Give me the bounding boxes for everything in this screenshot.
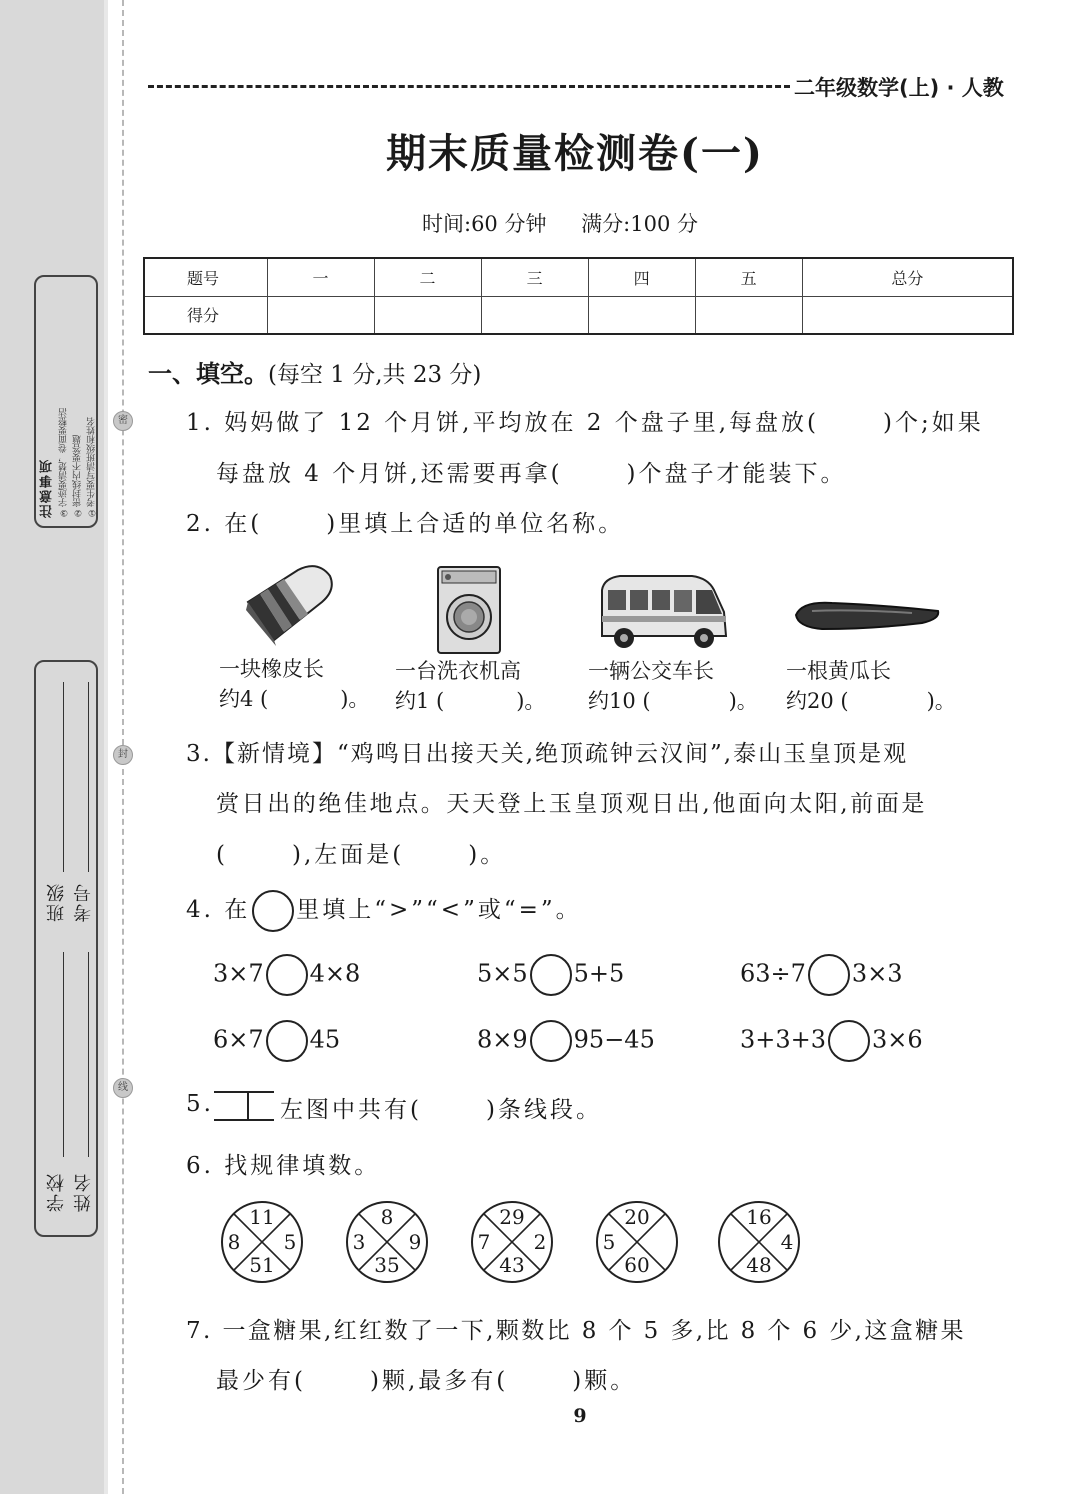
time-limit: 时间:60 分钟: [422, 212, 547, 236]
class-label: 班级: [46, 882, 67, 922]
question-7-line2: [216, 1362, 636, 1395]
question-text: )颗。: [572, 1368, 637, 1394]
unit-item: [395, 656, 545, 716]
compare-circle[interactable]: [828, 1020, 870, 1062]
question-3-line1: 3.【新情境】“鸡鸣日出接天关,绝顶疏钟云汉间”,泰山玉皇顶是观: [186, 741, 909, 767]
question-5: [280, 1091, 602, 1124]
question-text: 约10 (: [588, 689, 651, 713]
binding-hole: 线: [113, 1078, 133, 1098]
question-text: )。: [468, 842, 507, 868]
unit-item: [219, 654, 369, 714]
question-text: 约20 (: [786, 689, 849, 713]
question-text: ),左面是(: [291, 842, 405, 868]
table-cell: 一: [267, 258, 374, 296]
notice-title: 注意事项: [40, 458, 55, 518]
question-text: (: [216, 842, 228, 868]
wheel-left-number: 8: [227, 1230, 241, 1254]
table-cell: 五: [695, 258, 802, 296]
wheel-left-number: 7: [477, 1230, 491, 1254]
class-field-line[interactable]: [63, 682, 64, 872]
compare-circle[interactable]: [266, 1020, 308, 1062]
question-text: 约1 (: [395, 689, 445, 713]
question-text: 每盘放 4 个月饼,还需要再拿(: [216, 461, 563, 487]
binding-hole: 密: [113, 411, 133, 431]
question-text: )。: [728, 689, 758, 713]
comparison-right: 45: [309, 1025, 341, 1054]
comparison-item: [740, 1020, 923, 1062]
exam-no-field-line[interactable]: [88, 682, 89, 872]
compare-circle[interactable]: [530, 954, 572, 996]
wheel-top-number: 29: [499, 1205, 525, 1229]
unit-item-label: 一块橡皮长: [219, 657, 324, 681]
exam-info: [422, 208, 726, 238]
unit-item-answer: [395, 686, 545, 716]
compare-circle-icon: [252, 890, 294, 932]
compare-circle[interactable]: [808, 954, 850, 996]
question-text: 左图中共有(: [280, 1097, 422, 1123]
score-input-cell[interactable]: [267, 296, 374, 334]
wheel-top-number: 11: [249, 1205, 275, 1229]
number-wheel: [220, 1200, 304, 1284]
page-title: 期末质量检测卷(一): [386, 130, 764, 177]
question-4: [186, 890, 582, 932]
section-heading: [148, 354, 481, 389]
wheel-top-number: 8: [380, 1205, 394, 1229]
question-3-line3: [216, 836, 506, 869]
unit-item-answer: [786, 686, 956, 716]
question-text: 里填上“>”“<”或“=”。: [296, 897, 582, 923]
question-1-line1: [186, 404, 984, 437]
question-text: 1. 妈妈做了 12 个月饼,平均放在 2 个盘子里,每盘放(: [186, 410, 819, 436]
comparison-item: [213, 1020, 340, 1062]
school-label: 学校: [46, 1172, 67, 1212]
exam-no-label: 考号: [73, 882, 94, 922]
student-info-box: [34, 660, 98, 1237]
question-text: )里填上合适的单位名称。: [326, 511, 625, 537]
score-input-cell[interactable]: [802, 296, 1013, 334]
comparison-item: [477, 954, 624, 996]
comparison-right: 3×6: [872, 1025, 923, 1054]
comparison-right: 4×8: [309, 959, 361, 988]
strip-edge: [104, 0, 108, 1494]
question-text: )个;如果: [883, 410, 984, 436]
table-cell: 三: [481, 258, 588, 296]
wheel-top-number: 20: [624, 1205, 650, 1229]
table-cell: 四: [588, 258, 695, 296]
full-score: 满分:100 分: [581, 212, 699, 236]
question-text: )颗,最多有(: [369, 1368, 509, 1394]
table-row: [144, 296, 1013, 334]
comparison-item: [477, 1020, 655, 1062]
comparison-item: [740, 954, 903, 996]
question-text: 2. 在(: [186, 511, 263, 537]
question-text: 4. 在: [186, 897, 251, 923]
name-label: 姓名: [73, 1172, 94, 1212]
comparison-right: 95−45: [573, 1025, 655, 1054]
bus-icon: [596, 572, 732, 652]
wheel-bottom-number: 43: [499, 1253, 525, 1277]
line-segment-figure-icon: [212, 1086, 276, 1126]
school-field-line[interactable]: [63, 952, 64, 1157]
number-wheel: [595, 1200, 679, 1284]
score-input-cell[interactable]: [588, 296, 695, 334]
cucumber-icon: [792, 595, 942, 637]
wheel-right-number: 2: [533, 1230, 547, 1254]
comparison-left: 3+3+3: [740, 1025, 827, 1054]
name-field-line[interactable]: [88, 952, 89, 1157]
table-cell: 题号: [144, 258, 267, 296]
number-wheel: [345, 1200, 429, 1284]
notice-item: ①考生要写清班级和姓名: [87, 417, 97, 517]
wheel-right-number: 5: [283, 1230, 297, 1254]
notice-box: [34, 275, 98, 528]
wheel-left-number: 5: [602, 1230, 616, 1254]
unit-item-label: 一台洗衣机高: [395, 659, 521, 683]
question-7-line1: 7. 一盒糖果,红红数了一下,颗数比 8 个 5 多,比 8 个 6 少,这盒糖果: [186, 1318, 966, 1344]
question-text: )个盘子才能装下。: [626, 461, 847, 487]
question-text: )。: [516, 689, 546, 713]
comparison-left: 5×5: [477, 959, 528, 988]
comparison-item: [213, 954, 360, 996]
wheel-right-number: 9: [408, 1230, 422, 1254]
comparison-left: 63÷7: [740, 959, 806, 988]
page-number: 9: [573, 1405, 587, 1427]
score-input-cell[interactable]: [695, 296, 802, 334]
section-title: 一、填空。: [148, 360, 268, 388]
table-cell: 总分: [802, 258, 1013, 296]
compare-circle[interactable]: [266, 954, 308, 996]
question-1-line2: [216, 455, 847, 488]
question-text: )。: [340, 687, 370, 711]
question-6: 6. 找规律填数。: [186, 1153, 381, 1179]
number-wheel: [470, 1200, 554, 1284]
unit-item: [588, 656, 758, 716]
score-input-cell[interactable]: [481, 296, 588, 334]
section-note: (每空 1 分,共 23 分): [268, 362, 482, 388]
question-text: )。: [926, 689, 956, 713]
wheel-bottom-number: 60: [624, 1253, 650, 1277]
question-3-line2: 赏日出的绝佳地点。天天登上玉皇顶观日出,他面向太阳,前面是: [216, 791, 928, 817]
question-text: 约4 (: [219, 687, 269, 711]
unit-item-label: 一辆公交车长: [588, 659, 714, 683]
eraser-icon: [238, 562, 338, 652]
comparison-right: 3×3: [851, 959, 903, 988]
wheel-bottom-number: 51: [249, 1253, 275, 1277]
table-row: [144, 258, 1013, 296]
comparison-left: 6×7: [213, 1025, 264, 1054]
comparison-left: 3×7: [213, 959, 264, 988]
unit-item-label: 一根黄瓜长: [786, 659, 891, 683]
header-dash-line: [148, 85, 790, 88]
washing-machine-icon: [434, 565, 504, 655]
score-input-cell[interactable]: [374, 296, 481, 334]
binding-hole: 封: [113, 745, 133, 765]
unit-item: [786, 656, 956, 716]
score-table: [143, 257, 1014, 335]
table-cell: 二: [374, 258, 481, 296]
unit-item-answer: [219, 684, 369, 714]
notice-item: ③字迹要清楚，卷面要整洁: [59, 408, 69, 517]
wheel-top-number: 16: [746, 1205, 772, 1229]
wheel-right-number: 4: [780, 1230, 794, 1254]
unit-item-answer: [588, 686, 758, 716]
number-wheel: [717, 1200, 801, 1284]
comparison-right: 5+5: [573, 959, 625, 988]
question-text: 最少有(: [216, 1368, 306, 1394]
compare-circle[interactable]: [530, 1020, 572, 1062]
question-5-number: 5.: [186, 1091, 214, 1117]
table-cell: 得分: [144, 296, 267, 334]
comparison-left: 8×9: [477, 1025, 528, 1054]
question-text: )条线段。: [485, 1097, 602, 1123]
notice-items: [58, 287, 98, 517]
grade-label: 二年级数学(上) · 人教: [794, 76, 1004, 100]
wheel-bottom-number: 35: [374, 1253, 400, 1277]
wheel-left-number: 3: [352, 1230, 366, 1254]
question-2: [186, 505, 624, 538]
wheel-bottom-number: 48: [746, 1253, 772, 1277]
notice-item: ②密封线内不要答题: [73, 435, 83, 517]
